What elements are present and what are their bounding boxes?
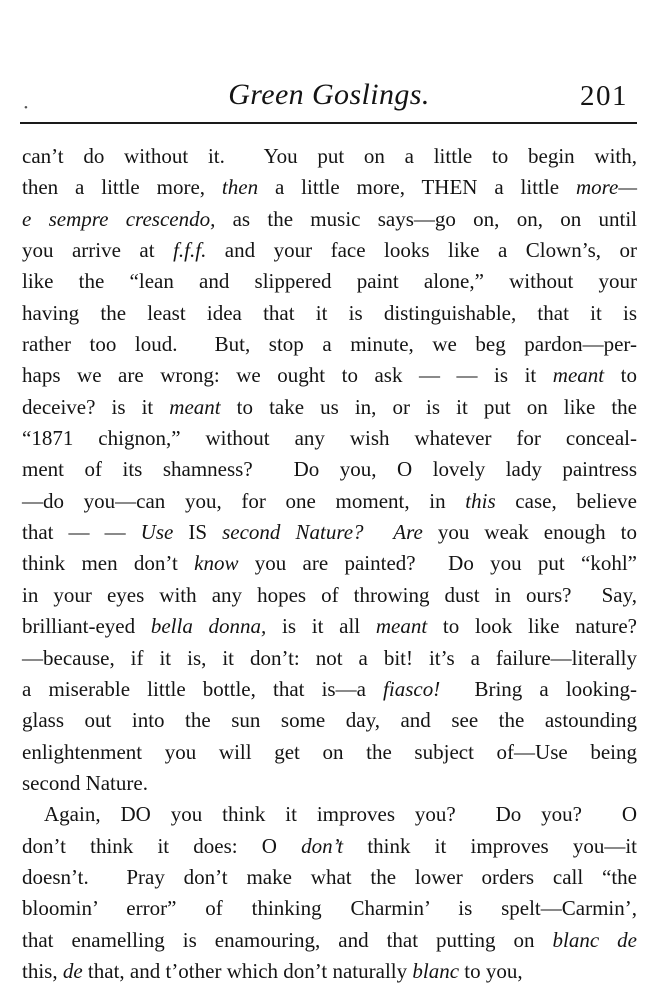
text-line [22,737,637,768]
text-line [22,329,637,360]
italic-text: blanc de [552,927,637,952]
body-text [22,141,637,987]
text-run: that — — [22,520,141,545]
text-line [22,705,637,736]
text-line [22,580,637,611]
text-run: as the music says—go on, on, on until [215,206,637,231]
running-title: Green Goslings. [228,78,430,111]
text-line [22,643,637,674]
text-line [22,266,637,297]
header-rule [20,122,637,124]
text-run: Again, DO you think it improves you? Do you? O [44,802,637,827]
italic-text: meant [169,394,221,419]
text-line [22,235,637,266]
text-run: to you, [459,958,523,983]
text-run: you are painted? Do you put “kohl” [238,551,637,576]
text-run: case, believe [495,488,637,513]
text-run: then a little more, [22,175,222,200]
italic-text: de [62,958,83,983]
italic-text: this [465,488,496,513]
text-line [22,517,637,548]
text-run: you arrive at [22,238,174,263]
text-line [22,831,637,862]
text-run: to take us in, or is it put on like the [220,394,637,419]
italic-text: fiasco! [383,676,441,701]
text-line [22,548,637,579]
text-run: think it improves you—it [343,833,637,858]
italic-text: meant [375,614,428,639]
text-line [22,611,637,642]
text-run: “1871 chignon,” without any wish whatever for conceal- [22,426,637,451]
text-line [22,768,637,799]
text-run: haps we are wrong: we ought to ask — — is it [22,363,553,388]
text-run: —because, if it is, it don’t: not a bit! it’s a failure—literally [22,645,637,670]
italic-text: Use [140,520,174,545]
paragraph [22,141,637,799]
text-run: IS [173,520,223,545]
text-run: this, [22,958,63,983]
italic-text: meant [552,363,605,388]
paragraph [22,799,637,987]
text-run: bloomin’ error” of thinking Charmin’ is spelt—Carmin’, [22,896,637,921]
running-head [20,78,638,118]
italic-text: second Nature? Are [222,520,423,545]
text-line [22,298,637,329]
italic-text: e sempre crescendo, [22,206,216,231]
text-run: Bring a looking- [440,676,637,701]
text-line [22,862,637,893]
text-line [22,360,637,391]
italic-text: don’t [301,833,344,858]
text-line [22,392,637,423]
text-line [22,423,637,454]
text-run: don’t think it does: O [22,833,302,858]
text-line [22,486,637,517]
text-line [22,674,637,705]
italic-text: bella donna, [150,614,267,639]
text-run: —do you—can you, for one moment, in [22,488,466,513]
text-line [22,141,637,172]
italic-text: more— [575,175,637,200]
text-run: second Nature. [22,770,148,795]
text-line [22,799,637,830]
text-run: you weak enough to [422,520,637,545]
text-line [22,956,637,987]
italic-text: blanc [412,958,460,983]
text-line [22,925,637,956]
text-run: can’t do without it. You put on a little to begin with, [22,144,637,168]
text-run: brilliant-eyed [22,614,151,639]
text-line [22,454,637,485]
text-run: enlightenment you will get on the subject of—Use being [22,739,637,764]
text-run: glass out into the sun some day, and see the astounding [22,708,637,733]
printer-speck: • [24,102,28,114]
text-run: think men don’t [22,551,195,576]
text-run: like the “lean and slippered paint alone,” without your [22,269,637,294]
text-run: ment of its shamness? Do you, O lovely lady paintress [22,457,637,482]
italic-text: then [221,175,259,200]
text-run: a little more, THEN a little [258,175,576,200]
text-run: in your eyes with any hopes of throwing dust in ours? Say, [22,582,637,607]
text-run: doesn’t. Pray don’t make what the lower orders call “the [22,864,637,889]
text-run: a miserable little bottle, that is—a [22,676,384,701]
italic-text: know [194,551,239,576]
text-run: deceive? is it [22,394,170,419]
text-line [22,172,637,203]
text-run: that, and t’other which don’t naturally [82,958,413,983]
text-run: and your face looks like a Clown’s, or [206,238,638,263]
text-line [22,893,637,924]
page-number: 201 [580,80,628,112]
text-run: rather too loud. But, stop a minute, we beg pardon—per- [22,332,637,357]
text-run: that enamelling is enamouring, and that putting on [22,927,553,952]
italic-text: f.f.f. [173,238,207,263]
text-line [22,204,637,235]
text-run: to [604,363,637,388]
text-run: having the least idea that it is distinguishable, that it is [22,300,637,325]
text-run: to look like nature? [427,614,638,639]
text-run: is it all [266,614,376,639]
